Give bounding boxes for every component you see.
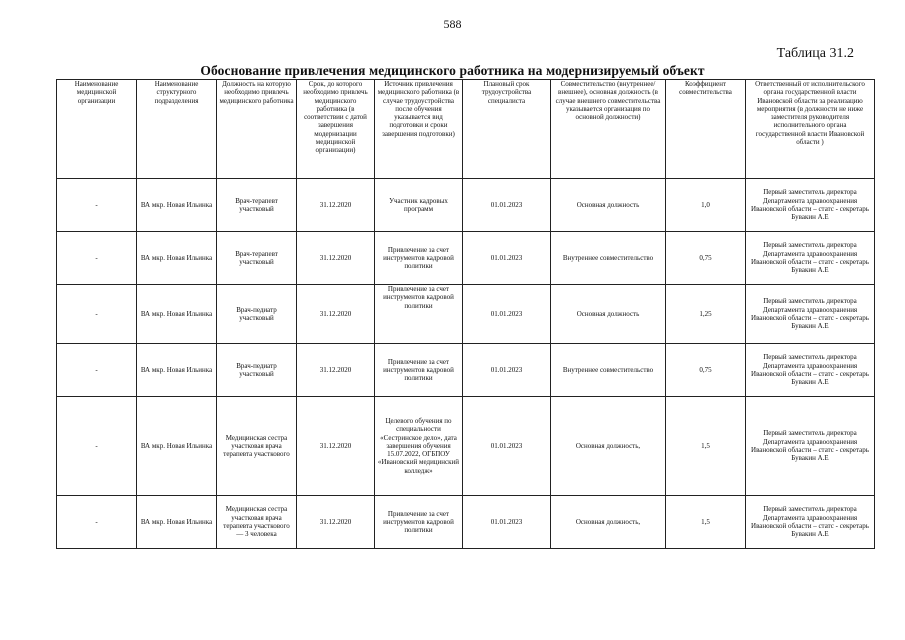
cell-unit: ВА мкр. Новая Ильинка <box>137 397 217 496</box>
cell-org: - <box>57 285 137 344</box>
cell-responsible: Первый заместитель директора Департамента здравоохранения Ивановской области – статс - секретарь Бувакин А.Е <box>746 496 875 549</box>
table-header-row <box>57 80 875 179</box>
staffing-table <box>56 79 875 549</box>
cell-deadline: 31.12.2020 <box>297 344 375 397</box>
table-row <box>57 496 875 549</box>
cell-unit: ВА мкр. Новая Ильинка <box>137 496 217 549</box>
page-number: 588 <box>443 17 462 31</box>
cell-unit: ВА мкр. Новая Ильинка <box>137 344 217 397</box>
cell-position: Врач-педиатр участковый <box>217 344 297 397</box>
cell-coefficient: 1,25 <box>666 285 746 344</box>
header-responsible: Ответственный от исполнительского органа государственной власти Ивановской области за реализацию мероприятия (в должности не ниже заместителя руководителя исполнительного органа государственной власти Ивановской области ) <box>746 80 875 179</box>
cell-deadline: 31.12.2020 <box>297 232 375 285</box>
cell-responsible: Первый заместитель директора Департамента здравоохранения Ивановской области – статс - секретарь Бувакин А.Е <box>746 179 875 232</box>
header-org: Наименование медицинской организации <box>57 80 137 179</box>
cell-coefficient: 1,0 <box>666 179 746 232</box>
cell-planned: 01.01.2023 <box>463 285 551 344</box>
cell-responsible: Первый заместитель директора Департамента здравоохранения Ивановской области – статс - секретарь Бувакин А.Е <box>746 397 875 496</box>
table-row <box>57 179 875 232</box>
cell-deadline: 31.12.2020 <box>297 285 375 344</box>
header-source: Источник привлечения медицинского работника (в случае трудоустройства после обучения указывается вид подготовки и сроки завершения подготовки) <box>375 80 463 179</box>
cell-source: Участник кадровых программ <box>375 179 463 232</box>
table-row <box>57 397 875 496</box>
cell-combination: Основная должность, <box>551 397 666 496</box>
cell-deadline: 31.12.2020 <box>297 397 375 496</box>
cell-org: - <box>57 344 137 397</box>
table-row <box>57 344 875 397</box>
header-coefficient: Коэффициент совместительства <box>666 80 746 179</box>
cell-unit: ВА мкр. Новая Ильинка <box>137 232 217 285</box>
cell-coefficient: 0,75 <box>666 344 746 397</box>
cell-source: Привлечение за счет инструментов кадровой политики <box>375 285 463 344</box>
header-combination: Совместительство (внутреннее/внешнее), основная должность (в случае внешнего совместительства указывается организация по основной должности) <box>551 80 666 179</box>
cell-source: Целевого обучения по специальности «Сестринское дело», дата завершения обучения 15.07.2022, ОГБПОУ «Ивановский медицинский колледж» <box>375 397 463 496</box>
cell-combination: Внутреннее совместительство <box>551 232 666 285</box>
cell-planned: 01.01.2023 <box>463 496 551 549</box>
cell-unit: ВА мкр. Новая Ильинка <box>137 179 217 232</box>
cell-planned: 01.01.2023 <box>463 344 551 397</box>
table-row <box>57 232 875 285</box>
table-label: Таблица 31.2 <box>776 46 854 61</box>
cell-combination: Основная должность <box>551 285 666 344</box>
cell-org: - <box>57 397 137 496</box>
cell-coefficient: 0,75 <box>666 232 746 285</box>
cell-coefficient: 1,5 <box>666 496 746 549</box>
header-unit: Наименование структурного подразделения <box>137 80 217 179</box>
cell-org: - <box>57 179 137 232</box>
cell-source: Привлечение за счет инструментов кадровой политики <box>375 496 463 549</box>
cell-position: Врач-терапевт участковый <box>217 232 297 285</box>
cell-combination: Основная должность <box>551 179 666 232</box>
header-planned: Плановый срок трудоустройства специалиста <box>463 80 551 179</box>
cell-planned: 01.01.2023 <box>463 232 551 285</box>
cell-planned: 01.01.2023 <box>463 397 551 496</box>
header-position: Должность на которую необходимо привлечь медицинского работника <box>217 80 297 179</box>
cell-position: Врач-педиатр участковый <box>217 285 297 344</box>
cell-position: Медицинская сестра участковая врача терапевта участкового <box>217 397 297 496</box>
header-deadline: Срок, до которого необходимо привлечь медицинского работника (в соответствии с датой завершения модернизации медицинской организации) <box>297 80 375 179</box>
cell-responsible: Первый заместитель директора Департамента здравоохранения Ивановской области – статс - секретарь Бувакин А.Е <box>746 232 875 285</box>
cell-responsible: Первый заместитель директора Департамента здравоохранения Ивановской области – статс - секретарь Бувакин А.Е <box>746 285 875 344</box>
document-title: Обоснование привлечения медицинского работника на модернизируемый объект <box>200 63 705 78</box>
cell-position: Врач-терапевт участковый <box>217 179 297 232</box>
cell-combination: Основная должность, <box>551 496 666 549</box>
cell-deadline: 31.12.2020 <box>297 179 375 232</box>
cell-deadline: 31.12.2020 <box>297 496 375 549</box>
table-row <box>57 285 875 344</box>
cell-source: Привлечение за счет инструментов кадровой политики <box>375 232 463 285</box>
cell-org: - <box>57 496 137 549</box>
cell-source: Привлечение за счет инструментов кадровой политики <box>375 344 463 397</box>
cell-combination: Внутреннее совместительство <box>551 344 666 397</box>
cell-position: Медицинская сестра участковая врача терапевта участкового — 3 человека <box>217 496 297 549</box>
cell-org: - <box>57 232 137 285</box>
cell-coefficient: 1,5 <box>666 397 746 496</box>
cell-planned: 01.01.2023 <box>463 179 551 232</box>
cell-unit: ВА мкр. Новая Ильинка <box>137 285 217 344</box>
cell-responsible: Первый заместитель директора Департамента здравоохранения Ивановской области – статс - секретарь Бувакин А.Е <box>746 344 875 397</box>
